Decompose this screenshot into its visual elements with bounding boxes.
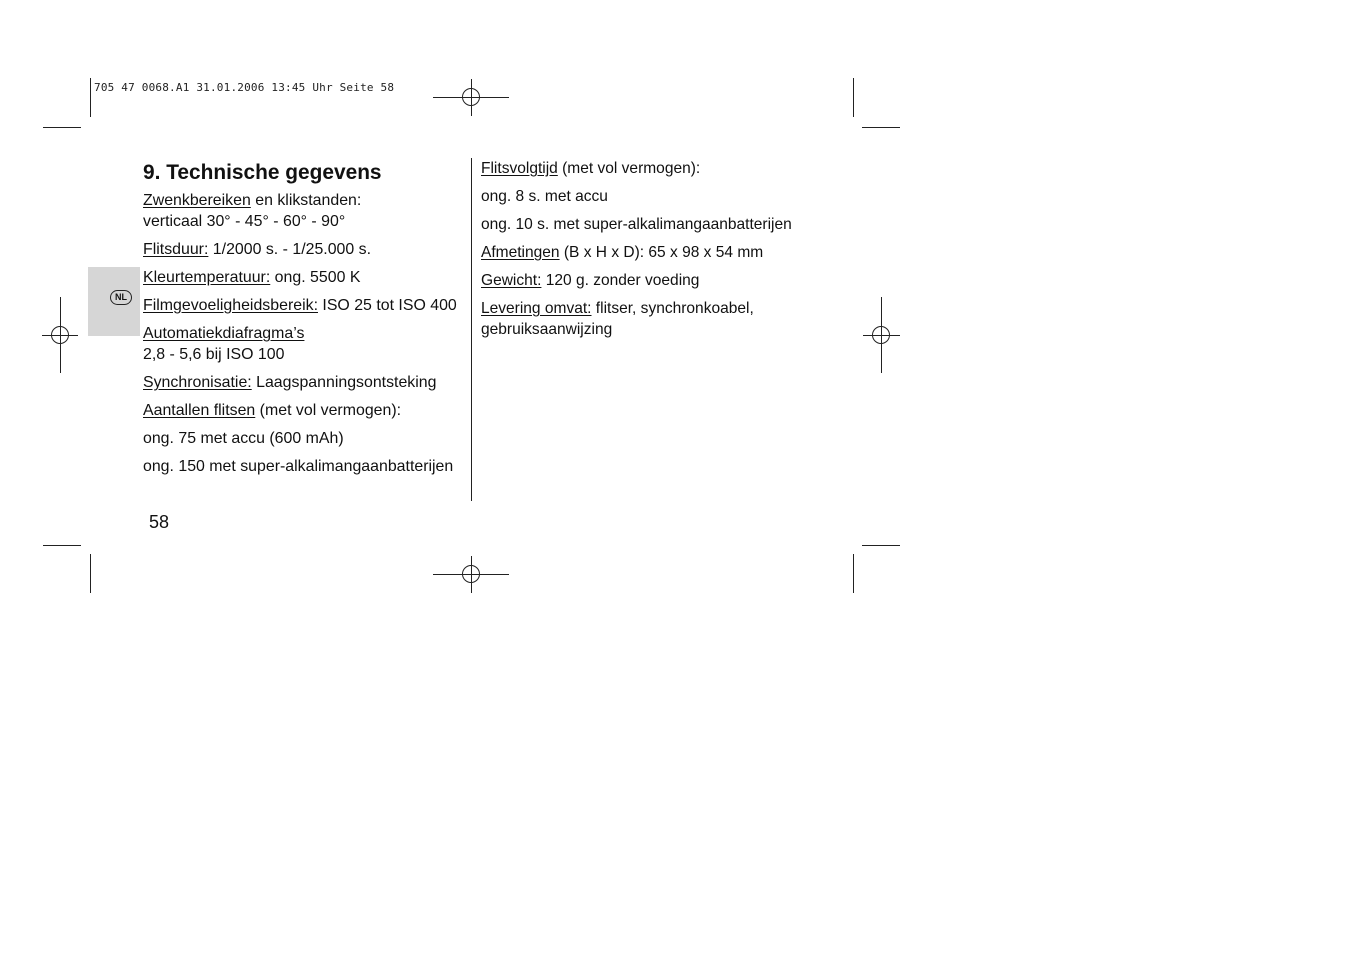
spec-entry bbox=[481, 270, 811, 291]
spec-label: Afmetingen bbox=[481, 244, 560, 261]
spec-label: Synchronisatie: bbox=[143, 374, 252, 391]
column-divider bbox=[471, 158, 472, 501]
spec-value-continued: verticaal 30° - 45° - 60° - 90° bbox=[143, 213, 346, 230]
spec-value: flitser, synchronkoabel, bbox=[591, 300, 754, 317]
spec-value: (B x H x D): 65 x 98 x 54 mm bbox=[559, 244, 764, 261]
spec-label: Aantallen flitsen bbox=[143, 402, 256, 419]
spec-value: 1/2000 s. - 1/25.000 s. bbox=[208, 241, 372, 258]
spec-entry bbox=[143, 190, 461, 232]
spec-list-right bbox=[481, 158, 811, 340]
spec-label: Zwenkbereiken bbox=[143, 192, 251, 209]
spec-value: ong. 5500 K bbox=[270, 269, 361, 286]
spec-entry bbox=[481, 186, 811, 207]
spec-label: Levering omvat: bbox=[481, 300, 592, 317]
spec-value: ong. 75 met accu (600 mAh) bbox=[143, 430, 344, 447]
spec-entry bbox=[143, 323, 461, 365]
language-badge: NL bbox=[110, 290, 132, 305]
spec-entry bbox=[481, 242, 811, 263]
spec-label: Flitsvolgtijd bbox=[481, 160, 558, 177]
spec-value: Laagspanningsontsteking bbox=[251, 374, 437, 391]
spec-entry bbox=[143, 295, 461, 316]
spec-entry bbox=[143, 372, 461, 393]
spec-label: Flitsduur: bbox=[143, 241, 209, 258]
right-column bbox=[481, 158, 811, 347]
spec-label: Automatiekdiafragma’s bbox=[143, 325, 305, 342]
section-title: 9. Technische gegevens bbox=[143, 161, 382, 184]
spec-entry bbox=[481, 158, 811, 179]
spec-entry bbox=[143, 239, 461, 260]
spec-value: (met vol vermogen): bbox=[255, 402, 402, 419]
page-number: 58 bbox=[149, 512, 170, 532]
spec-value: 120 g. zonder voeding bbox=[541, 272, 700, 289]
spec-entry bbox=[143, 428, 461, 449]
spec-entry bbox=[143, 400, 461, 421]
spec-entry bbox=[143, 456, 461, 477]
spec-entry bbox=[481, 214, 811, 235]
spec-value: ong. 10 s. met super-alkalimangaanbatterijen bbox=[481, 216, 792, 233]
spec-value: ISO 25 tot ISO 400 bbox=[317, 297, 457, 314]
spec-value: ong. 150 met super-alkalimangaanbatterijen bbox=[143, 458, 454, 475]
spec-value: ong. 8 s. met accu bbox=[481, 188, 608, 205]
print-slug: 705 47 0068.A1 31.01.2006 13:45 Uhr Seite 58 bbox=[94, 81, 395, 94]
spec-label: Filmgevoeligheidsbereik: bbox=[143, 297, 318, 314]
spec-value: en klikstanden: bbox=[250, 192, 362, 209]
spec-entry bbox=[481, 298, 811, 340]
spec-value-continued: gebruiksaanwijzing bbox=[481, 321, 613, 338]
spec-label: Gewicht: bbox=[481, 272, 542, 289]
left-column bbox=[143, 160, 461, 484]
spec-value-continued: 2,8 - 5,6 bij ISO 100 bbox=[143, 346, 285, 363]
spec-list-left bbox=[143, 190, 461, 477]
spec-entry bbox=[143, 267, 461, 288]
spec-label: Kleurtemperatuur: bbox=[143, 269, 271, 286]
spec-value: (met vol vermogen): bbox=[557, 160, 701, 177]
